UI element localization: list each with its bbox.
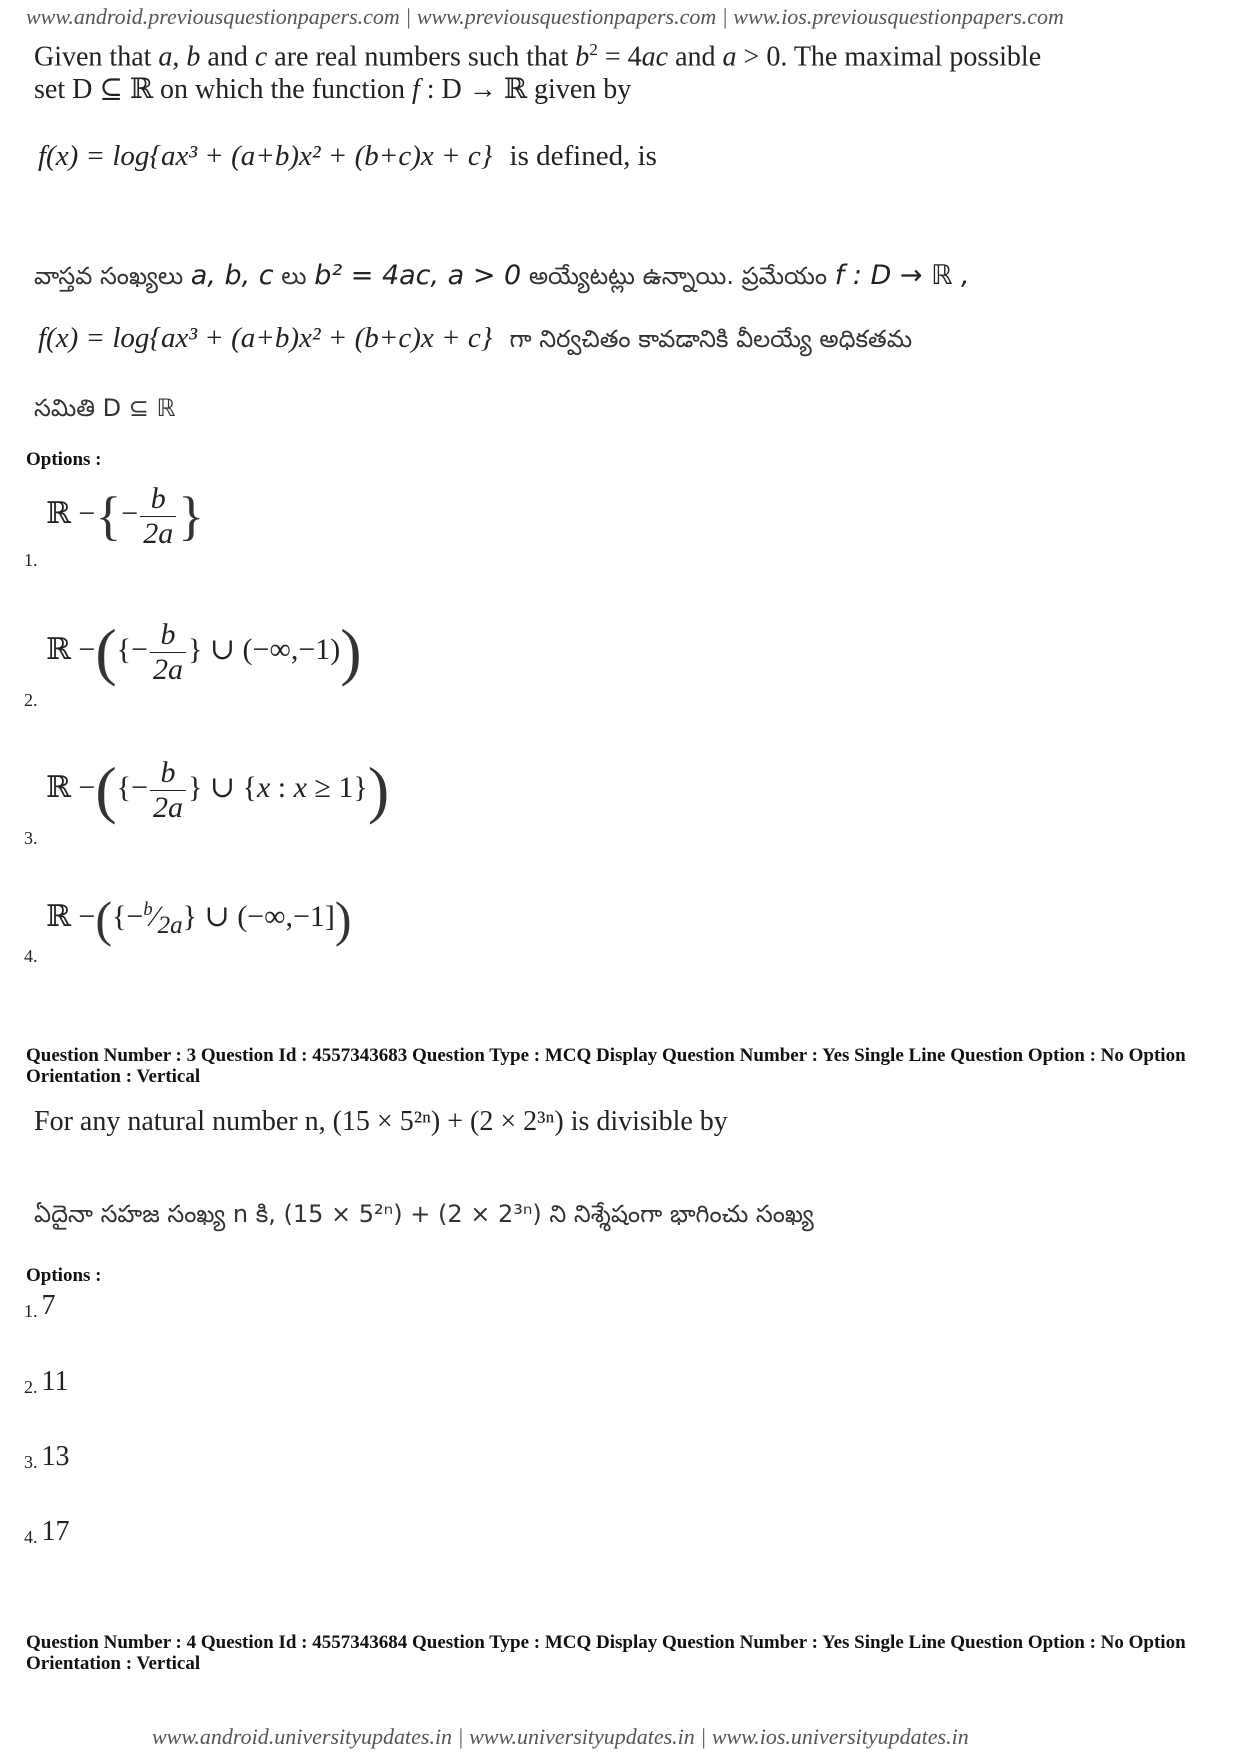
text: 2 — [589, 40, 598, 59]
q2-english-line1 — [34, 32, 1041, 75]
text: వాస్తవ సంఖ్యలు — [34, 262, 191, 290]
option-number: 2. — [24, 1377, 38, 1397]
q3-telugu-text: ఏదైనా సహజ సంఖ్య n కి, (15 × 5²ⁿ) + (2 × 2³ⁿ) ని నిశ్శేషంగా భాగించు సంఖ్య — [34, 1200, 814, 1228]
q2-options-label: Options : — [26, 449, 102, 470]
text: f — [412, 74, 420, 105]
option-formula: ℝ $-(\{-^b⁄_{2a}\}$ ∪ (−∞,−1]) — [46, 891, 352, 947]
footer-url: www.android.universityupdates.in | www.universityupdates.in | www.ios.universityupdates.in — [152, 1724, 969, 1749]
q2-formula — [38, 140, 657, 173]
q3-option-1[interactable] — [24, 1290, 56, 1322]
q3-meta: Question Number : 3 Question Id : 4557343683 Question Type : MCQ Display Question Number : Yes Single Line Question Option : No Option Orientation : Vertical — [26, 1045, 1186, 1087]
text: and — [668, 41, 723, 73]
option-number: 1. — [24, 1301, 38, 1321]
q2-option-4[interactable] — [46, 891, 352, 947]
q2-option-1-number: 1. — [24, 550, 38, 570]
formula-text: f(x) = log{ax³ + (a+b)x² + (b+c)x + c} — [38, 140, 493, 172]
text: అయ్యేటట్లు ఉన్నాయి. ప్రమేయం — [521, 262, 835, 290]
q2-option-3-number: 3. — [24, 828, 38, 848]
q3-option-2[interactable] — [24, 1366, 68, 1398]
text: set D ⊆ ℝ on which the function — [34, 74, 412, 105]
q4-meta: Question Number : 4 Question Id : 4557343684 Question Type : MCQ Display Question Number : Yes Single Line Question Option : No Option Orientation : Vertical — [26, 1632, 1186, 1674]
q3-english-text: For any natural number n, (15 × 5²ⁿ) + (2 × 2³ⁿ) is divisible by — [34, 1106, 728, 1137]
text: > 0. The maximal possible — [736, 41, 1042, 73]
q2-option-3[interactable] — [46, 754, 390, 826]
option-value: 11 — [41, 1366, 69, 1397]
formula-text: f(x) = log{ax³ + (a+b)x² + (b+c)x + c} — [38, 322, 493, 354]
text: : D → ℝ given by — [419, 74, 632, 105]
text: a, b — [158, 41, 201, 73]
text: a, b, c — [190, 260, 274, 291]
q2-telugu-formula — [38, 322, 912, 359]
q2-option-2[interactable] — [46, 616, 362, 688]
option-value: 17 — [41, 1516, 70, 1547]
formula-suffix: is defined, is — [509, 140, 657, 172]
text: b² = 4ac, a > 0 — [314, 260, 522, 291]
q2-option-1[interactable] — [46, 484, 204, 549]
option-formula: ℝ −{− $\frac{b}{2a}$ } — [46, 482, 205, 550]
q2-english-line2 — [34, 72, 631, 108]
option-value: 13 — [41, 1441, 70, 1472]
text: లు — [273, 262, 315, 290]
q3-options-label: Options : — [26, 1265, 102, 1286]
text: and — [200, 41, 255, 73]
q2-telugu-line1 — [34, 260, 970, 296]
q2-option-2-number: 2. — [24, 690, 38, 710]
text: a — [722, 41, 737, 73]
header-url: www.android.previousquestionpapers.com | www.previousquestionpapers.com | www.ios.previousquestionpapers.com — [26, 4, 1064, 29]
option-number: 4. — [24, 1527, 38, 1547]
q2-telugu-line3: సమితి D ⊆ ℝ — [34, 394, 176, 422]
q3-option-4[interactable] — [24, 1516, 70, 1548]
q3-option-3[interactable] — [24, 1441, 70, 1473]
option-value: 7 — [41, 1290, 56, 1321]
text: Given that — [34, 41, 159, 73]
q2-option-4-number: 4. — [24, 946, 38, 966]
text: c — [254, 41, 268, 73]
text: ac — [641, 41, 669, 73]
text: are real numbers such that — [267, 41, 576, 73]
option-formula: ℝ −({− $\frac{b}{2a}$ } ∪ {x : x ≥ 1}) — [46, 754, 390, 826]
option-number: 3. — [24, 1452, 38, 1472]
option-formula: ℝ −({− $\frac{b}{2a}$ } ∪ (−∞,−1)) — [46, 616, 362, 688]
text: b — [575, 41, 590, 73]
text: f : D → ℝ , — [834, 260, 970, 291]
text: = 4 — [597, 41, 642, 73]
formula-suffix: గా నిర్వచితం కావడానికి వీలయ్యే అధికతమ — [509, 325, 913, 353]
